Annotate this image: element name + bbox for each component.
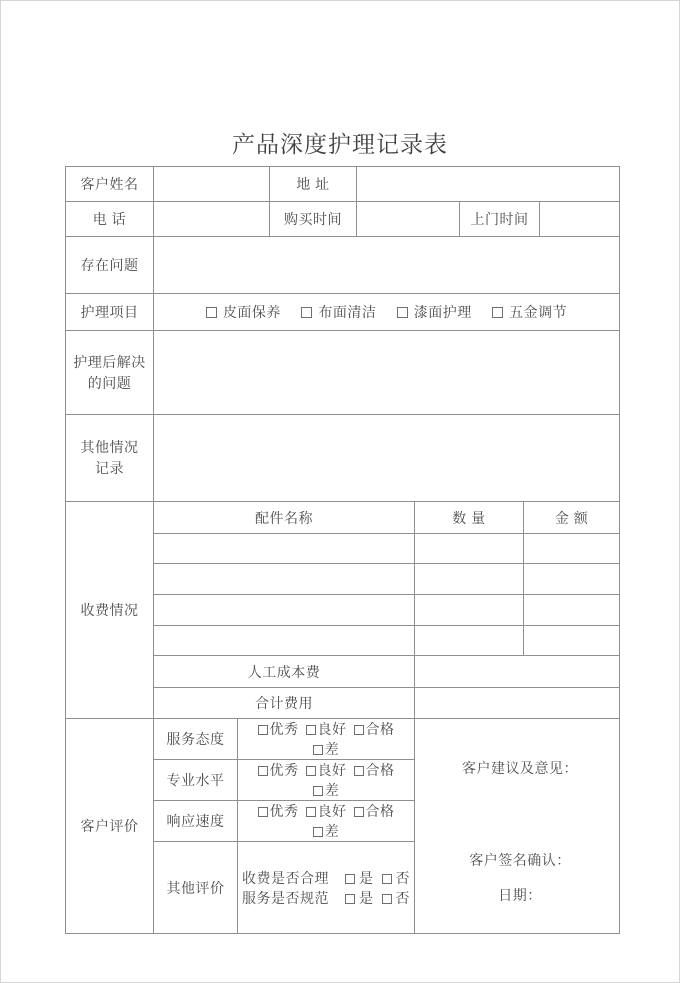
rating-label: 良好 [317, 803, 347, 819]
quantity-cell[interactable] [415, 626, 524, 656]
no-label: 否 [395, 889, 410, 906]
part-name-cell[interactable] [154, 564, 415, 595]
rating-pass [354, 721, 395, 737]
rating-excellent [258, 721, 299, 737]
rating-poor [313, 741, 340, 757]
question-service-label: 服务是否规范 [242, 889, 329, 906]
other-evaluation-label: 其他评价 [154, 842, 238, 934]
rating-label: 良好 [317, 721, 347, 737]
checkbox-icon[interactable] [345, 894, 355, 904]
charges-section-label: 收费情况 [66, 502, 154, 719]
address-label: 地 址 [270, 167, 357, 202]
checkbox-icon[interactable] [258, 725, 268, 735]
evaluation-section-label: 客户评价 [66, 719, 154, 934]
care-option-hardware [492, 304, 567, 320]
rating-poor [313, 782, 340, 798]
row-charges-header [66, 502, 620, 534]
labor-cost-label: 人工成本费 [154, 656, 415, 688]
rating-good [306, 762, 347, 778]
other-record-label [66, 415, 154, 502]
address-field[interactable] [357, 167, 620, 202]
other-record-label-line1: 其他情况 [80, 439, 139, 455]
phone-field[interactable] [154, 202, 270, 237]
amount-cell[interactable] [524, 626, 620, 656]
rating-pass [354, 803, 395, 819]
row-care-items [66, 294, 620, 331]
row-eval-service-attitude [66, 719, 620, 760]
rating-options-service-attitude [238, 719, 415, 760]
customer-name-label: 客户姓名 [66, 167, 154, 202]
rating-label: 合格 [365, 721, 395, 737]
existing-problems-label: 存在问题 [66, 237, 154, 294]
customer-notes-cell[interactable] [415, 719, 620, 934]
part-name-cell[interactable] [154, 595, 415, 626]
question-service-standard [242, 888, 410, 908]
rating-pass [354, 762, 395, 778]
rating-options-response-speed [238, 801, 415, 842]
checkbox-icon[interactable] [306, 766, 316, 776]
total-cost-field[interactable] [415, 688, 620, 719]
other-evaluation-questions [238, 842, 415, 934]
checkbox-icon[interactable] [313, 786, 323, 796]
rating-label: 优秀 [269, 762, 299, 778]
rating-label: 合格 [365, 803, 395, 819]
rating-poor [313, 823, 340, 839]
amount-cell[interactable] [524, 595, 620, 626]
question-fee-label: 收费是否合理 [242, 869, 329, 886]
solved-problems-field[interactable] [154, 331, 620, 415]
amount-header: 金 额 [524, 502, 620, 534]
checkbox-icon[interactable] [313, 745, 323, 755]
rating-label: 差 [324, 741, 340, 757]
checkbox-icon[interactable] [354, 807, 364, 817]
care-option-label: 五金调节 [509, 304, 568, 320]
checkbox-icon[interactable] [354, 725, 364, 735]
care-option-label: 布面清洁 [318, 304, 377, 320]
checkbox-icon[interactable] [301, 307, 312, 318]
row-phone-times [66, 202, 620, 237]
checkbox-icon[interactable] [306, 725, 316, 735]
rating-label: 良好 [317, 762, 347, 778]
rating-good [306, 803, 347, 819]
care-option-paint [397, 304, 472, 320]
checkbox-icon[interactable] [313, 827, 323, 837]
care-option-fabric [301, 304, 376, 320]
checkbox-icon[interactable] [258, 807, 268, 817]
amount-cell[interactable] [524, 534, 620, 564]
visit-time-label: 上门时间 [460, 202, 540, 237]
rating-excellent [258, 762, 299, 778]
customer-name-field[interactable] [154, 167, 270, 202]
care-items-label: 护理项目 [66, 294, 154, 331]
rating-good [306, 721, 347, 737]
yes-label: 是 [359, 889, 374, 906]
solved-problems-label-line1: 护理后解决 [73, 353, 146, 370]
labor-cost-field[interactable] [415, 656, 620, 688]
solved-problems-label [66, 331, 154, 415]
checkbox-icon[interactable] [492, 307, 503, 318]
quantity-cell[interactable] [415, 534, 524, 564]
solved-problems-label-line2: 的问题 [87, 374, 132, 391]
rating-excellent [258, 803, 299, 819]
care-option-label: 皮面保养 [222, 304, 281, 320]
other-record-label-line2: 记录 [95, 460, 124, 476]
checkbox-icon[interactable] [382, 894, 392, 904]
purchase-time-label: 购买时间 [270, 202, 357, 237]
part-name-cell[interactable] [154, 534, 415, 564]
criterion-response-speed-label: 响应速度 [154, 801, 238, 842]
part-name-header: 配件名称 [154, 502, 415, 534]
checkbox-icon[interactable] [397, 307, 408, 318]
quantity-cell[interactable] [415, 595, 524, 626]
criterion-service-attitude-label: 服务态度 [154, 719, 238, 760]
no-label: 否 [395, 869, 410, 886]
rating-label: 差 [324, 823, 340, 839]
visit-time-field[interactable] [540, 202, 620, 237]
row-other-record [66, 415, 620, 502]
rating-label: 优秀 [269, 721, 299, 737]
existing-problems-field[interactable] [154, 237, 620, 294]
checkbox-icon[interactable] [258, 766, 268, 776]
other-record-field[interactable] [154, 415, 620, 502]
care-items-options [154, 294, 620, 331]
checkbox-icon[interactable] [345, 874, 355, 884]
care-record-form [65, 166, 620, 934]
yes-label: 是 [359, 869, 374, 886]
rating-label: 优秀 [269, 803, 299, 819]
quantity-header: 数 量 [415, 502, 524, 534]
part-name-cell[interactable] [154, 626, 415, 656]
total-cost-label: 合计费用 [154, 688, 415, 719]
care-option-label: 漆面护理 [413, 304, 472, 320]
row-customer-address [66, 167, 620, 202]
rating-label: 差 [324, 782, 340, 798]
checkbox-icon[interactable] [206, 307, 217, 318]
question-fee-reasonable [242, 868, 410, 888]
suggestion-label: 客户建议及意见： [462, 760, 579, 776]
amount-cell[interactable] [524, 564, 620, 595]
page-title: 产品深度护理记录表 [232, 131, 448, 157]
date-label: 日期： [498, 887, 542, 903]
row-existing-problems [66, 237, 620, 294]
phone-label: 电 话 [66, 202, 154, 237]
rating-label: 合格 [365, 762, 395, 778]
signature-label: 客户签名确认： [469, 852, 571, 868]
care-option-leather [206, 304, 281, 320]
row-solved-problems [66, 331, 620, 415]
quantity-cell[interactable] [415, 564, 524, 595]
checkbox-icon[interactable] [382, 874, 392, 884]
checkbox-icon[interactable] [354, 766, 364, 776]
criterion-professional-level-label: 专业水平 [154, 760, 238, 801]
rating-options-professional-level [238, 760, 415, 801]
purchase-time-field[interactable] [357, 202, 460, 237]
checkbox-icon[interactable] [306, 807, 316, 817]
